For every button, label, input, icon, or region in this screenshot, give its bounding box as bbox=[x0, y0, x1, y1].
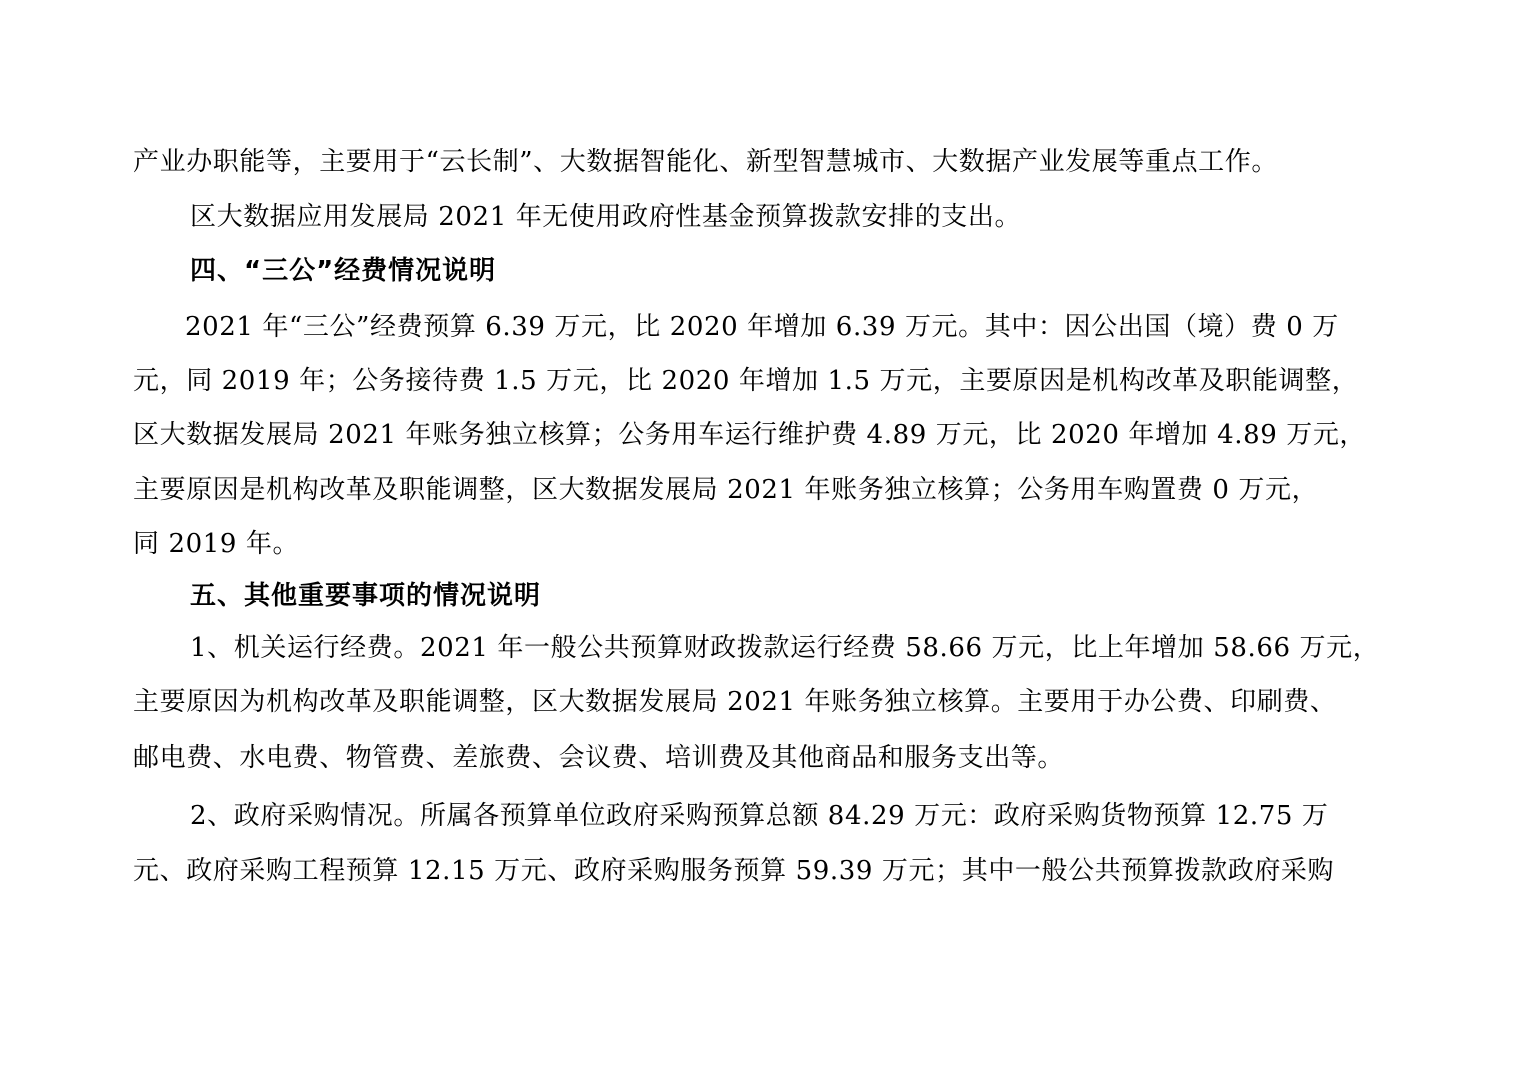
body-text-line: 元、政府采购工程预算 12.15 万元、政府采购服务预算 59.39 万元；其中一般公共预算拨款政府采购 bbox=[133, 856, 1335, 886]
body-text-line: 主要原因为机构改革及职能调整，区大数据发展局 2021 年账务独立核算。主要用于办公费、印刷费、 bbox=[133, 687, 1337, 717]
body-text-line: 元，同 2019 年；公务接待费 1.5 万元，比 2020 年增加 1.5 万元，主要原因是机构改革及职能调整， bbox=[133, 366, 1359, 396]
body-text-line: 1、机关运行经费。2021 年一般公共预算财政拨款运行经费 58.66 万元，比上年增加 58.66 万元， bbox=[190, 633, 1380, 663]
body-text-line: 同 2019 年。 bbox=[133, 529, 300, 559]
body-text-line: 区大数据发展局 2021 年账务独立核算；公务用车运行维护费 4.89 万元，比 2020 年增加 4.89 万元， bbox=[133, 420, 1367, 450]
body-text-line: 主要原因是机构改革及职能调整，区大数据发展局 2021 年账务独立核算；公务用车购置费 0 万元， bbox=[133, 475, 1319, 505]
section-heading: 四、“三公”经费情况说明 bbox=[190, 256, 497, 286]
body-text-line: 2021 年“三公”经费预算 6.39 万元，比 2020 年增加 6.39 万元。其中：因公出国（境）费 0 万 bbox=[185, 312, 1339, 342]
section-heading: 五、其他重要事项的情况说明 bbox=[190, 581, 542, 611]
body-text-line: 产业办职能等，主要用于“云长制”、大数据智能化、新型智慧城市、大数据产业发展等重点工作。 bbox=[133, 147, 1278, 177]
body-text-line: 2、政府采购情况。所属各预算单位政府采购预算总额 84.29 万元：政府采购货物预算 12.75 万 bbox=[190, 801, 1329, 831]
body-text-line: 区大数据应用发展局 2021 年无使用政府性基金预算拨款安排的支出。 bbox=[190, 202, 1022, 232]
body-text-line: 邮电费、水电费、物管费、差旅费、会议费、培训费及其他商品和服务支出等。 bbox=[133, 743, 1065, 773]
